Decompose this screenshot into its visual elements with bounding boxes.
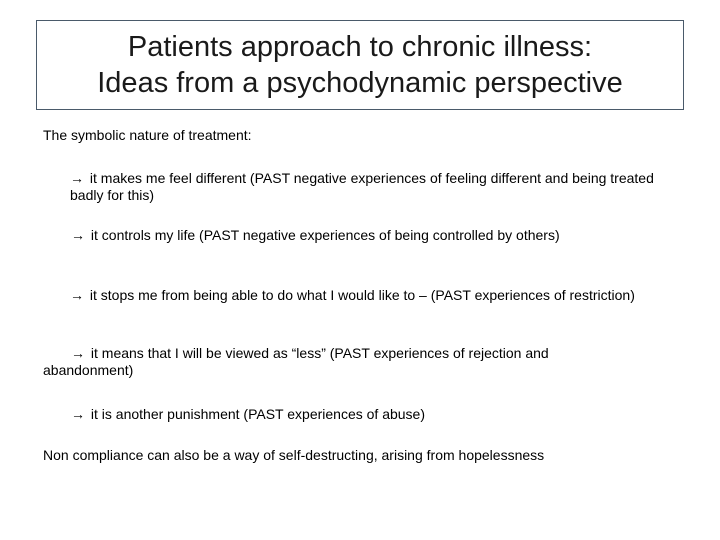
intro-text: The symbolic nature of treatment:	[43, 127, 252, 143]
list-item-text: it is another punishment (PAST experiences of abuse)	[90, 406, 425, 422]
closing-text: Non compliance can also be a way of self-destructing, arising from hopelessness	[43, 447, 545, 463]
list-item-text: it makes me feel different (PAST negative experiences of feeling different and being treated badly for this)	[70, 170, 654, 203]
title-box	[36, 20, 684, 110]
arrow-right-icon: →	[70, 287, 84, 303]
slide-title-line-2: Ideas from a psychodynamic perspective	[97, 67, 623, 99]
list-item-text: it means that I will be viewed as “less” (PAST experiences of rejection and abandonment)	[43, 345, 549, 378]
list-item-text: it stops me from being able to do what I would like to – (PAST experiences of restriction)	[89, 287, 635, 303]
list-item	[43, 406, 643, 423]
slide-title-line-1: Patients approach to chronic illness:	[127, 31, 593, 63]
arrow-right-icon: →	[71, 227, 85, 243]
list-item-text: it controls my life (PAST negative experiences of being controlled by others)	[90, 227, 560, 243]
list-item	[70, 170, 680, 204]
arrow-right-icon: →	[71, 345, 85, 361]
list-item	[43, 345, 613, 379]
arrow-right-icon: →	[71, 406, 85, 422]
arrow-right-icon: →	[70, 170, 84, 186]
list-item	[70, 287, 635, 304]
list-item	[43, 227, 573, 244]
